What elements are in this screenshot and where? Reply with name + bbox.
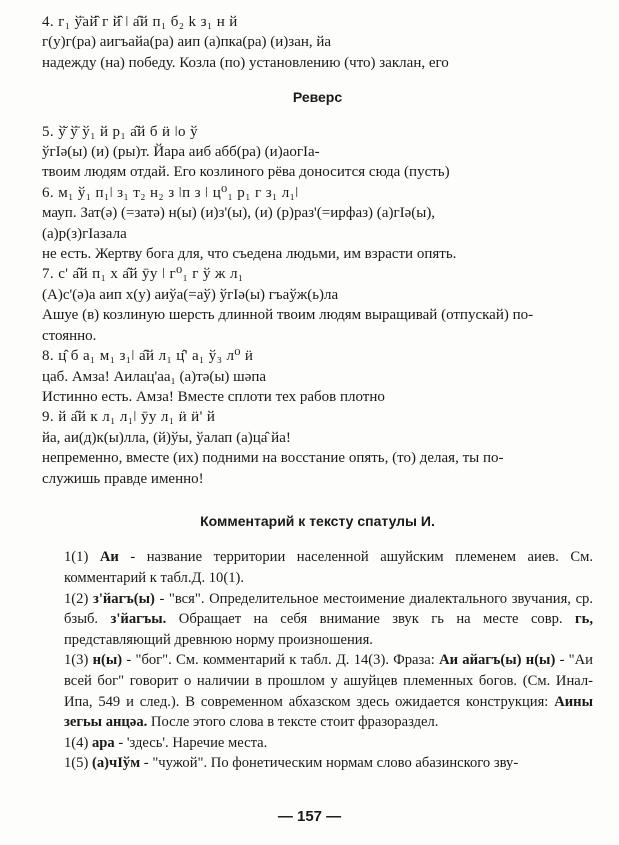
verse-transliteration: 8. ц̂ б а₁ м₁ з₁ǀ а̂й л₁ ц̂' а₁ ў₃ л⁰ ӥ (42, 348, 254, 365)
verse-7 (42, 264, 593, 346)
section-heading-commentary: Комментарий к тексту спатулы И. (200, 512, 435, 529)
commentary-term: Аины зегьы анцәа. (64, 693, 593, 731)
commentary-entry (42, 547, 593, 588)
commentary-text: - "чужой". По фонетическим нормам слово абазинского зву- (140, 755, 519, 772)
commentary-text: - "вся". Определительное местоимение диалектального звучания, ср. бзыб. (64, 590, 593, 628)
commentary-term: ара (91, 734, 115, 751)
commentary-ref: 1(2) (64, 590, 89, 607)
verse-5 (42, 122, 593, 183)
verse-translation: надежду (на) победу. Козла (по) установлению (что) заклан, его (42, 54, 449, 71)
commentary-entry (42, 650, 593, 732)
verse-translation: непременно, вместе (их) подними на восстание опять, (то) делая, ты по- (42, 450, 504, 467)
verse-translation: не есть. Жертву бога для, что съедена людьми, им взрасти опять. (42, 246, 457, 263)
verse-translation: Истинно есть. Амза! Вместе сплоти тех рабов плотно (42, 388, 385, 405)
commentary-term: з'йагъ(ы) (92, 590, 155, 607)
commentary-text: Обращает на себя внимание звук гь на месте совр. (166, 611, 575, 628)
commentary-term: Аи (99, 549, 119, 566)
section-heading-reverse: Реверс (292, 89, 343, 106)
verse-transliteration: 5. ў̆ ў̄ ў₁ й р₁ а̂й б ӥ ǀо ў (42, 123, 198, 140)
verse-reading-continued: (а)р(з)гІазала (42, 225, 127, 242)
commentary-term: гь, (575, 611, 593, 628)
commentary-text: После этого слова в тексте стоит фразораздел. (147, 714, 439, 731)
commentary-ref: 1(3) (64, 652, 89, 669)
commentary-entry (42, 589, 593, 651)
verse-reading: (А)с'(ә)а аип х(у) аиўа(=аў) ўгІә(ы) гъаўж(ь)ла (42, 286, 339, 303)
verse-4 (42, 12, 593, 73)
commentary-ref: 1(5) (64, 755, 89, 772)
verse-translation: твоим людям отдай. Его козлиного рёва доносится сюда (пусть) (42, 164, 450, 181)
verse-8 (42, 346, 593, 407)
verse-reading: ўгІә(ы) (и) (ры)т. Йара аиб абб(ра) (и)аогІа- (42, 144, 320, 161)
verse-reading: мауп. Зат(ә) (=затә) н(ы) (и)з'(ы), (и) (р)раз'(=ирфаз) (а)гІә(ы), (42, 205, 436, 222)
verse-translation-continued: служишь правде именно! (42, 470, 204, 487)
verse-transliteration: 4. г₁ ў̄ай̂ г й̂ ǀ а̂й п₁ б₂ k з₁ н й (42, 14, 238, 30)
commentary-ref: 1(1) (64, 549, 89, 566)
commentary-term: н(ы) (92, 652, 123, 669)
verse-reading: цаб. Амза! Аилац'аа₁ (а)тә(ы) шәпа (42, 368, 267, 385)
verse-reading: г(у)г(ра) аигъайа(ра) аип (а)пка(ра) (и)зан, йа (42, 34, 332, 51)
verse-transliteration: 7. с' а̂й п₁ х а̂й ӯу ǀ г⁰₁ г ў ж л₁ (42, 266, 244, 283)
commentary-term: (а)чІўм (91, 755, 141, 772)
commentary-ref: 1(4) (64, 734, 89, 751)
commentary-text: - название территории населенной ашуйским племенем аиев. См. комментарий к табл.Д. 10(1). (64, 549, 593, 586)
commentary-text: - 'здесь'. Наречие места. (114, 734, 268, 751)
commentary-text: представляющий древнюю норму произношения. (64, 631, 373, 648)
commentary-text: - "бог". См. комментарий к табл. Д. 14(3). Фраза: (122, 652, 440, 669)
verse-translation: Ашуе (в) козлиную шерсть длинной твоим людям выращивай (отпускай) по- (42, 307, 534, 324)
commentary-list (42, 547, 593, 774)
verse-9 (42, 407, 593, 489)
verse-translation-continued: стоянно. (42, 327, 97, 344)
commentary-term: Аи айагъ(ы) н(ы) (439, 652, 556, 669)
page-number: — 157 — (277, 807, 342, 825)
commentary-text: - "Аи всей бог" говорит о наличии в прошлом у ашуйцев племенных богов. (См. Инал-Ипа, 549 и след.). В современном абхазском здесь ожидается конструкция: (64, 652, 593, 710)
verse-transliteration: 6. м₁ ў₁ п₁ǀ з₁ т₂ н₂ з ǀп з ǀ ц⁰₁ р₁ г з₁ л₁ǀ (42, 184, 299, 201)
verse-6 (42, 183, 593, 265)
commentary-entry (42, 733, 593, 754)
commentary-entry (42, 753, 593, 774)
verse-reading: йа, аи(д)к(ы)лла, (й)ўы, ўалап (а)ца̂ йа! (42, 429, 291, 446)
verse-transliteration: 9. й а̂й к л₁ л₁ǀ ӯу л₁ ӥ ӥ' й (42, 409, 216, 426)
commentary-term: з'йагъы. (110, 611, 167, 628)
